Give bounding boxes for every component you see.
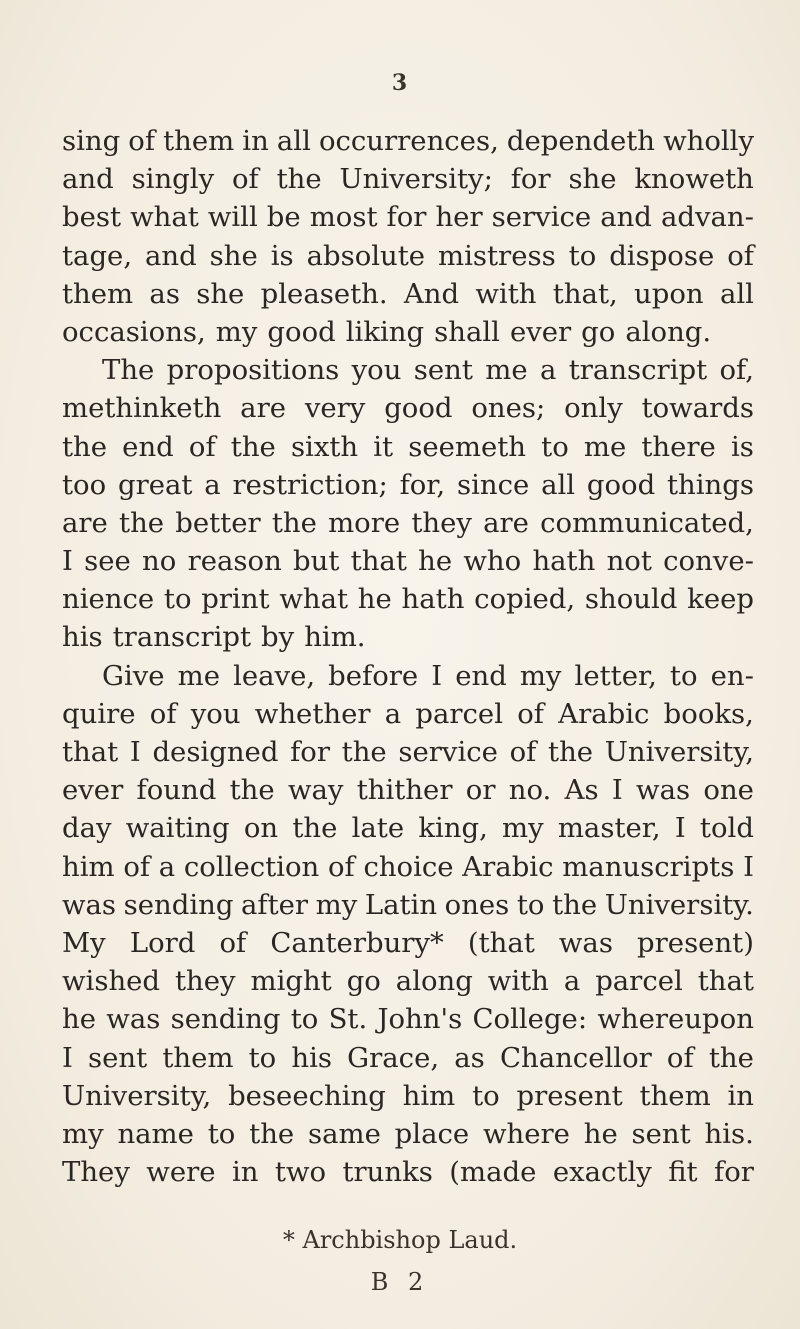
- text-line: ever found the way thither or no. As I was one: [62, 774, 754, 807]
- text-line: him of a collection of choice Arabic manuscripts I: [62, 850, 754, 883]
- text-line: I sent them to his Grace, as Chancellor of the: [62, 1041, 754, 1074]
- text-line: day waiting on the late king, my master, I told: [62, 812, 754, 845]
- text-line: methinketh are very good ones; only towards: [62, 392, 754, 425]
- text-line: and singly of the University; for she knoweth: [62, 163, 754, 196]
- text-line: my name to the same place where he sent his.: [62, 1117, 754, 1150]
- text-line: nience to print what he hath copied, should keep: [62, 583, 754, 616]
- text-line: the end of the sixth it seemeth to me there is: [62, 430, 754, 463]
- text-line: sing of them in all occurrences, dependeth wholly: [62, 125, 754, 157]
- text-line: quire of you whether a parcel of Arabic books,: [62, 697, 754, 730]
- text-line: They were in two trunks (made exactly fit for: [62, 1156, 754, 1189]
- text-line: his transcript by him.: [62, 621, 366, 654]
- text-line: best what will be most for her service and advan-: [62, 201, 754, 234]
- text-line: University, beseeching him to present them in: [62, 1079, 754, 1112]
- body-text: [62, 122, 754, 1191]
- text-line: are the better the more they are communicated,: [62, 506, 754, 539]
- signature-mark: B 2: [370, 1268, 430, 1296]
- footnote: * Archbishop Laud.: [282, 1226, 518, 1254]
- text-line: The propositions you sent me a transcript of,: [102, 354, 754, 387]
- text-line: tage, and she is absolute mistress to dispose of: [62, 239, 754, 272]
- page-number: 3: [391, 70, 409, 96]
- text-line: My Lord of Canterbury* (that was present): [62, 926, 754, 959]
- text-line: them as she pleaseth. And with that, upon all: [62, 277, 754, 310]
- text-line: too great a restriction; for, since all good things: [62, 468, 754, 501]
- text-line: occasions, my good liking shall ever go along.: [62, 315, 712, 348]
- text-line: I see no reason but that he who hath not conve-: [62, 545, 754, 578]
- text-line: he was sending to St. John's College: whereupon: [62, 1003, 754, 1036]
- text-line: wished they might go along with a parcel that: [62, 965, 754, 998]
- text-line: that I designed for the service of the University,: [62, 736, 754, 768]
- text-line: Give me leave, before I end my letter, to en-: [102, 659, 754, 692]
- text-line: was sending after my Latin ones to the University.: [62, 888, 754, 921]
